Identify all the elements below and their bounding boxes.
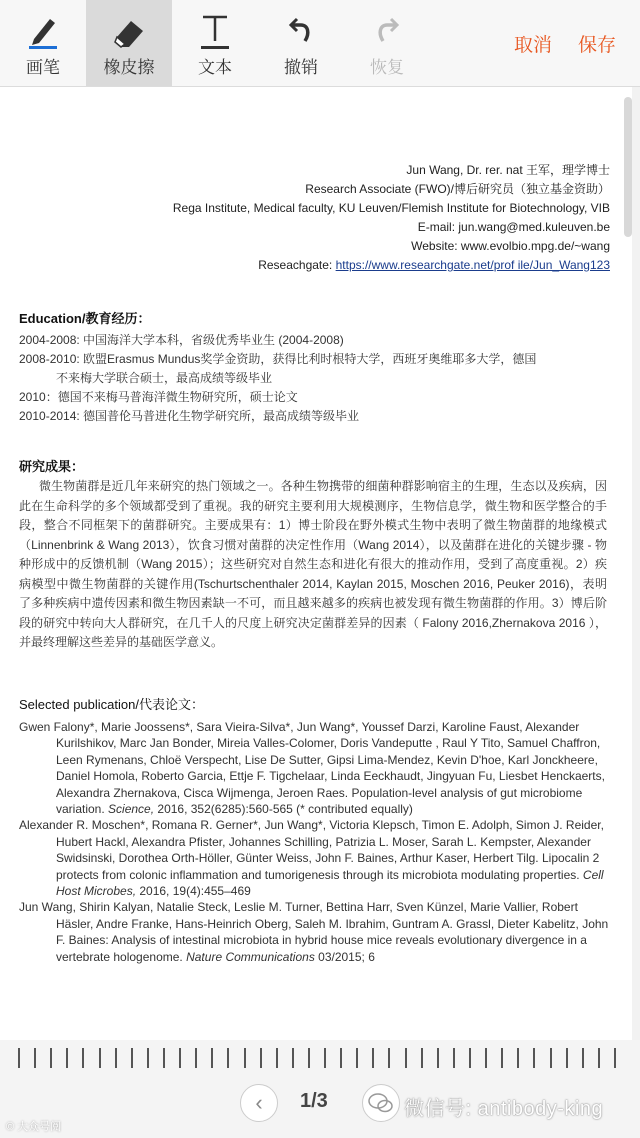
scrubber-tick <box>82 1048 84 1068</box>
scrubber-tick <box>292 1048 294 1068</box>
tool-text-label: 文本 <box>198 58 232 77</box>
scrubber-tick <box>598 1048 600 1068</box>
tool-redo-label: 恢复 <box>370 58 404 77</box>
publication-details: 2016, 352(6285):560-565 (* contributed equally) <box>154 802 413 817</box>
scrubber-tick <box>517 1048 519 1068</box>
page-navigation-bar <box>0 1040 640 1138</box>
undo-icon <box>287 9 315 49</box>
scrubber-tick <box>99 1048 101 1068</box>
publication-item <box>19 719 609 817</box>
scrubber-tick <box>211 1048 213 1068</box>
education-list <box>19 331 609 426</box>
scrollbar-thumb[interactable] <box>624 97 632 237</box>
chevron-left-icon: ‹ <box>255 1090 263 1115</box>
scrubber-tick <box>308 1048 310 1068</box>
scrubber-tick <box>18 1048 20 1068</box>
publication-list <box>19 719 609 965</box>
scrubber-tick <box>469 1048 471 1068</box>
researchgate-link[interactable]: https://www.researchgate.net/prof ile/Jun_Wang123 <box>335 258 610 272</box>
scrubber-tick <box>195 1048 197 1068</box>
education-title: Education/教育经历： <box>19 311 151 326</box>
header-website: Website: www.evolbio.mpg.de/~wang <box>411 239 610 253</box>
scrubber-tick <box>163 1048 165 1068</box>
publications-title-text: Selected publication/代表论文： <box>19 697 204 712</box>
wechat-watermark: 微信号: antibody-king <box>404 1098 604 1120</box>
pen-icon <box>26 9 60 49</box>
scrubber-tick <box>566 1048 568 1068</box>
tool-pen[interactable] <box>0 0 86 86</box>
publication-journal: Cell Host Microbes, <box>56 867 604 899</box>
scrubber-tick <box>388 1048 390 1068</box>
header-name: Jun Wang, Dr. rer. nat 王军，理学博士 <box>406 163 610 177</box>
toolbar-actions <box>488 0 640 86</box>
tool-undo[interactable] <box>258 0 344 86</box>
scrubber-tick <box>179 1048 181 1068</box>
scrubber-tick <box>550 1048 552 1068</box>
header-email: E-mail: jun.wang@med.kuleuven.be <box>417 220 610 234</box>
publication-journal: Science, <box>108 802 155 817</box>
page-scrubber[interactable] <box>18 1048 618 1070</box>
scrubber-tick <box>324 1048 326 1068</box>
scrubber-tick <box>533 1048 535 1068</box>
education-item: 2004-2008: 中国海洋大学本科，省级优秀毕业生 (2004-2008) <box>19 333 344 347</box>
scrubber-tick <box>66 1048 68 1068</box>
scrubber-tick <box>453 1048 455 1068</box>
publication-authors: Gwen Falony*, Marie Joossens*, Sara Vieira-Silva*, Jun Wang*, Youssef Darzi, Karoline Faust, Alexander Kurilshikov, Marc Jan Bonder, Mireia Valles-Colomer, Doris Vandeputte , Raul Y Tito, Samuel Chaffron, Leen Rymenans, Chloë Verspecht, Lise De Sutter, Gipsi Lima-Mendez, Kevin D'hoe, Karl Jonckheere, Daniel Homola, Roberto Garcia, Ettje F. Tigchelaar, Linda Eeckhaudt, Jingyuan Fu, Liesbet Henckaerts, Alexandra Zhernakova, Cisca Wijmenga, Jeroen Raes. Population-level analysis of gut microbiome variation. <box>19 720 605 817</box>
publication-journal: Nature Communications <box>186 949 315 964</box>
tool-eraser-label: 橡皮擦 <box>103 58 155 77</box>
publication-details: 03/2015; 6 <box>314 949 375 964</box>
header-position: Research Associate (FWO)/博后研究员（独立基金资助） <box>305 182 610 196</box>
researchgate-label: Reseachgate: <box>258 258 336 272</box>
publication-item <box>19 817 609 899</box>
publication-authors: Jun Wang, Shirin Kalyan, Natalie Steck, Leslie M. Turner, Bettina Harr, Sven Künzel, Marie Vallier, Robert Häsler, Andre Franke, Hans-Heinrich Oberg, Saleh M. Ibrahim, Guntram A. Grassl, Dieter Kabelitz, John F. Baines: Analysis of intestinal microbiota in hybrid house mice reveals evolutionary divergence in a vertebrate hologenome. <box>19 900 609 964</box>
cancel-button[interactable]: 取消 <box>513 34 552 56</box>
publication-authors: Alexander R. Moschen*, Romana R. Gerner*, Jun Wang*, Victoria Klepsch, Timon E. Adolph, Simon J. Reider, Hubert Hackl, Alexandra Pfister, Johannes Schilling, Patrizia L. Moser, Sarah L. Kempster, Alexander Swidsinski, Dorothea Orth-Höller, Günter Weiss, John F. Baines, Arthur Kaser, Herbert Tilg. Lipocalin 2 protects from colonic inflammation and tumorigenesis through its microbiota modulating properties. <box>19 818 604 882</box>
scrubber-tick <box>437 1048 439 1068</box>
tool-undo-label: 撤销 <box>284 58 318 77</box>
scrubber-tick <box>147 1048 149 1068</box>
research-paragraph: 微生物菌群是近几年来研究的热门领域之一。各种生物携带的细菌种群影响宿主的生理，生态以及疾病，因此在生命科学的多个领域都受到了重视。我的研究主要利用大规模测序，生物信息学，微生物和医学整合的手段，整合不同框架下的菌群研究。主要成果有：1）博士阶段在野外模式生物中表明了微生物菌群的地缘模式（Linnenbrink & Wang 2013），饮食习惯对菌群的决定性作用（Wang 2014），以及菌群在进化的关键步骤 - 物种形成中的反馈机制（Wang 2015）；这些研究对自然生态和进化有很大的推动作用，受到了高度重视。2）疾病模型中微生物菌群的关键作用(Tschurtschenthaler 2014, Kaylan 2015, Moschen 2016, Peuker 2016)，表明了多种疾病中遗传因素和微生物因素缺一不可，而且越来越多的疾病也被发现有微生物菌群的作用。3）博后阶段的研究中转向大人群研究，在几千人的尺度上研究决定菌群差异的因素（ Falony 2016,Zhernakova 2016 ），并最终理解这些差异的基础医学意义。 <box>19 479 607 649</box>
redo-icon <box>373 9 401 49</box>
education-item: 2010：德国不来梅马普海洋微生物研究所，硕士论文 <box>19 390 298 404</box>
scrubber-tick <box>372 1048 374 1068</box>
publications-title <box>19 694 204 713</box>
scrubber-tick <box>131 1048 133 1068</box>
eraser-icon <box>111 9 147 49</box>
scrubber-tick <box>276 1048 278 1068</box>
scrubber-tick <box>421 1048 423 1068</box>
save-button[interactable]: 保存 <box>577 34 616 56</box>
tool-pen-label: 画笔 <box>26 58 60 77</box>
header-affiliation: Rega Institute, Medical faculty, KU Leuven/Flemish Institute for Biotechnology, VIB <box>172 201 610 215</box>
education-item-continued: 不来梅大学联合硕士，最高成绩等级毕业 <box>56 371 273 385</box>
tool-eraser[interactable] <box>86 0 172 86</box>
scrubber-tick <box>485 1048 487 1068</box>
scrubber-tick <box>340 1048 342 1068</box>
scrubber-tick <box>582 1048 584 1068</box>
tool-redo[interactable] <box>344 0 430 86</box>
tool-text[interactable] <box>172 0 258 86</box>
scrubber-tick <box>50 1048 52 1068</box>
text-icon <box>199 9 231 49</box>
header-researchgate <box>173 256 610 275</box>
scrubber-tick <box>614 1048 616 1068</box>
publication-item <box>19 899 609 965</box>
wechat-logo-icon <box>362 1084 400 1122</box>
scrubber-tick <box>405 1048 407 1068</box>
research-title: 研究成果： <box>19 459 85 474</box>
scrubber-tick <box>115 1048 117 1068</box>
scrubber-tick <box>501 1048 503 1068</box>
annotation-toolbar <box>0 0 640 87</box>
page-indicator: 1/3 <box>300 1090 328 1112</box>
document-page[interactable] <box>0 87 632 1040</box>
publication-details: 2016, 19(4):455–469 <box>136 884 251 899</box>
previous-page-button[interactable] <box>240 1084 278 1122</box>
scrubber-tick <box>260 1048 262 1068</box>
education-item: 2008-2010: 欧盟Erasmus Mundus奖学金资助，获得比利时根特大学，西班牙奥维耶多大学，德国 <box>19 352 537 366</box>
corner-watermark: © 大众号阅 <box>6 1121 62 1133</box>
education-item: 2010-2014: 德国普伦马普进化生物学研究所，最高成绩等级毕业 <box>19 409 360 423</box>
cv-header <box>173 161 610 275</box>
scrubber-tick <box>244 1048 246 1068</box>
scrubber-tick <box>227 1048 229 1068</box>
scrubber-tick <box>356 1048 358 1068</box>
scrubber-tick <box>34 1048 36 1068</box>
